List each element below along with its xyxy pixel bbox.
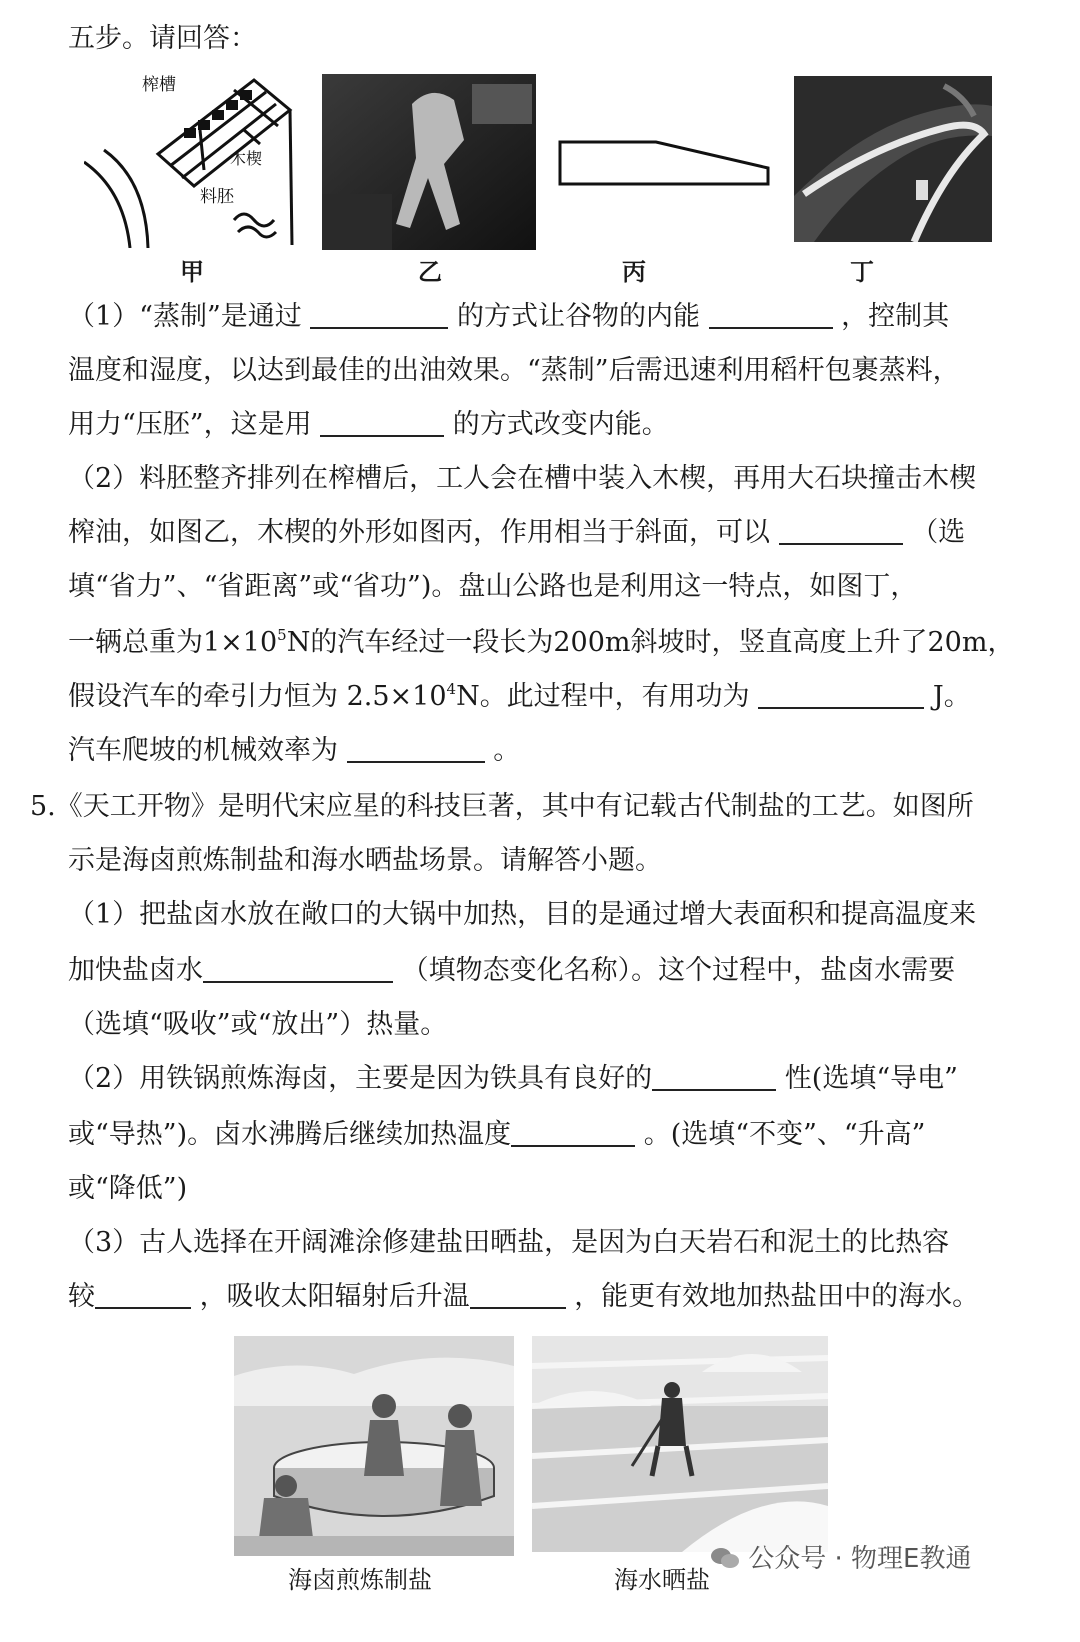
figure-jia-diagram: [84, 70, 300, 248]
label-liaopi: 料胚: [200, 187, 234, 207]
label-muxie: 木楔: [230, 149, 263, 168]
blank-q4-2c[interactable]: [347, 735, 485, 763]
blank-q4-1b[interactable]: [709, 301, 833, 329]
blank-q5-1a[interactable]: [203, 955, 393, 983]
figure-boiling-salt: [234, 1336, 514, 1556]
q4-part2-line5: 假设汽车的牵引力恒为 $2.5\times 10^4N$。此过程中，有用功为 J。: [68, 680, 971, 712]
q4-part2-line6: 汽车爬坡的机械效率为 。: [68, 735, 521, 766]
blank-q4-1c[interactable]: [320, 409, 444, 437]
q5-part2-line2: 或“导热”)。卤水沸腾后继续加热温度 。(选填“不变”、“升高”: [68, 1119, 926, 1150]
q5-stem-line1: 5.《天工开物》是明代宋应星的科技巨著，其中有记载古代制盐的工艺。如图所: [30, 791, 974, 822]
blank-q5-2a[interactable]: [652, 1063, 776, 1091]
q5-part1-line1: （1）把盐卤水放在敞口的大锅中加热，目的是通过增大表面积和提高温度来: [68, 899, 977, 930]
blank-q4-2a[interactable]: [779, 517, 903, 545]
blank-q5-3a[interactable]: [95, 1281, 191, 1309]
figure-yi-photo: [322, 74, 536, 250]
q5-part1-line2: 加快盐卤水 （填物态变化名称）。这个过程中，盐卤水需要: [68, 955, 956, 986]
q5-part3-line2: 较 ，吸收太阳辐射后升温 ，能更有效地加热盐田中的海水。: [68, 1281, 980, 1312]
figure-sun-drying-salt: [532, 1336, 828, 1552]
watermark-text: 公众号 · 物理E教通: [748, 1544, 972, 1574]
caption-ding: 丁: [850, 257, 874, 286]
watermark: [710, 1538, 972, 1575]
q4-part2-line1: （2）料胚整齐排列在榨槽后，工人会在槽中装入木楔，再用大石块撞击木楔: [68, 463, 977, 494]
q5-part3-line1: （3）古人选择在开阔滩涂修建盐田晒盐，是因为白天岩石和泥土的比热容: [68, 1227, 950, 1258]
figure-bing-wedge: [558, 138, 772, 188]
blank-q4-2b[interactable]: [758, 681, 924, 709]
q5-stem-line2: 示是海卤煎炼制盐和海水晒盐场景。请解答小题。: [68, 845, 662, 876]
blank-q5-3b[interactable]: [470, 1281, 566, 1309]
q4-part1-line1: （1）“蒸制”是通过 的方式让谷物的内能 ，控制其: [68, 301, 950, 332]
intro-tail: 五步。请回答：: [68, 23, 257, 54]
q5-part1-line3: （选填“吸收”或“放出”）热量。: [68, 1009, 448, 1040]
q5-part2-line1: （2）用铁锅煎炼海卤，主要是因为铁具有良好的 性(选填“导电”: [68, 1063, 958, 1094]
caption-boiling-salt: 海卤煎炼制盐: [288, 1566, 432, 1594]
q4-part1-line2: 温度和湿度，以达到最佳的出油效果。“蒸制”后需迅速利用稻杆包裹蒸料，: [68, 355, 960, 386]
caption-yi: 乙: [418, 257, 442, 286]
q5-part2-line3: 或“降低”): [68, 1173, 188, 1204]
blank-q5-2b[interactable]: [511, 1119, 635, 1147]
q4-part2-line3: 填“省力”、“省距离”或“省功”)。盘山公路也是利用这一特点，如图丁，: [68, 571, 918, 602]
q4-part2-line2: 榨油，如图乙，木楔的外形如图丙，作用相当于斜面，可以 （选: [68, 517, 966, 548]
wechat-icon: [710, 1546, 740, 1570]
caption-sun-drying-salt: 海水晒盐: [614, 1566, 710, 1594]
q4-part2-line4: 一辆总重为$1\times 10^5N$的汽车经过一段长为200m斜坡时，竖直高度上升了20m，: [68, 626, 1015, 658]
caption-bing: 丙: [622, 257, 646, 286]
blank-q4-1a[interactable]: [310, 301, 448, 329]
figure-ding-road: [794, 76, 992, 242]
q4-part1-line3: 用力“压胚”，这是用 的方式改变内能。: [68, 409, 669, 440]
label-zhacao: 榨槽: [142, 75, 176, 95]
caption-jia: 甲: [180, 257, 204, 286]
